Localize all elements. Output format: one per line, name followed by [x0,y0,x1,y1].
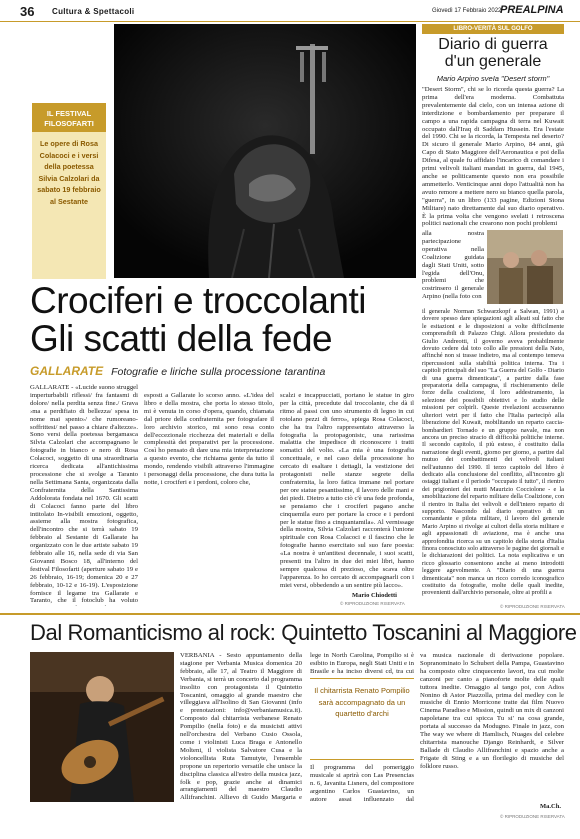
generals-photo [487,230,563,304]
page-number: 36 [20,4,35,19]
bottom-column-3: va musica nazionale di derivazione popolare. Sopranominato lo Schubert della Pampa, Guastavino ha composto oltre cinquecento lavori, tra cui molte canzoni per canto a pianoforte molte delle quali tuttora inedite. Omaggio al tango poi, con Adios Nonino di Astor Piazzolla, prima del medley con le musiche di Ennio Morricone tratte dai film Nuovo Cinema Paradiso e Mission, quindi un mix di canzoni napoletane tra cui spicca Tu si' na cosa grande, portata al successo da Modugno. Finale in jazz, con The way we where di Hamlisch, Nuages del celebre chitarrista manouche Django Reinhardt, e Silver Ballade di Claudio Allifranchini e spazio anche a Frigate di Sting e a un florilegio di musiche del folklore russo. [420,652,564,770]
festival-sidebox [32,103,106,279]
right-article-body-wrap: alla nostra partecipazione operativa nella Coalizione guidata dagli Stati Uniti, sotto l'egida dell'Onu, problemi che costrinsero il generale Arpino (nella foto con [422,230,484,301]
guitarist-photo [30,652,174,802]
section-title: Cultura & Spettacoli [52,7,135,16]
article-headline [30,282,410,358]
page-header [0,0,580,22]
masthead-logo: PREALPINA [500,4,564,16]
headline-line1: Crociferi e troccolanti [30,280,367,321]
bottom-column-2: lege in North Carolina, Pompilio si è esibito in Europa, negli Stati Uniti e in Brasile e ha inciso diversi cd, tra cui [310,652,414,675]
bottom-credit: © RIPRODUZIONE RISERVATA [500,814,565,819]
bottom-column-2b: Il programma del pomeriggio musicale si aprirà con Las Presencias n. 6, Javanita Lisners, del compositore argentino Carlos Guastavino, un autore assai influenzato dal [310,764,414,803]
sidebox-body: Le opere di Rosa Colacoci e i versi della poetessa Silvia Calzolari da sabato 19 febbraio al Sestante [37,139,101,206]
right-article-credit: © RIPRODUZIONE RISERVATA [500,604,565,609]
dateline-place: GALLARATE [30,364,104,378]
article-column-1: GALLARATE - «Lucide suono struggel imperturbabili riflessi/ fra fantasmi di dolore/ nella perdita senza fine./ Grava ›ma a perdifiato di bellezza/ spesa in nome mai spento›/ che rumoreano- soffrittesi/ nel passo a chiare d'altezze». Sono versi della poetessa bergamasca Silvia Calzolari che accompagnano le fotografie in bianco e nero di Rosa Colacoci, soggetto di una straordinaria ricerca dedicata all'antichissima processione che si svolge a Taranto nella Settimana Santa, organizzata dalla Confraternita della Santissima Addolorata fondata nel 1670. Gli scatti di Colacoci fanno parte del libro intitolato In-visibili emozioni, oggetto, assieme alla mostra fotografica, dell'incontro che si terrà sabato 19 febbraio al Sestante di Gallarate ha organizzato con le due artiste sabato 19 febbraio alle 16, nella sede di via San Giovanni Bosco 18, all'interno del festival Filosofarti (aperture sabato 19 e 26 febbraio, 16-19; domenica 20 e 27 febbraio, 10-12 e 16-19). L'esposizione fornisce il legame tra Gallarate e Taranto, che il fotoclub ha voluto [30,384,138,605]
article-credit: © RIPRODUZIONE RISERVATA [340,601,405,606]
article-signature: Mario Chiodetti [352,592,397,599]
bottom-signature: Ma.Ch. [540,803,561,810]
headline-line2: Gli scatti della fede [30,318,333,359]
article-column-2: esposti a Gallarate lo scorso anno. «L'idea del libro e della mostra, che porta lo stesso titolo, mi è venuta in corso d'opera, quando, chiamata dal priore della confraternita per fotografare il loro archivio storico, mi sono resa conto dell'eccezionale ricchezza dei materiali e della complessità dei preparativi per la processione. Così ho pensato di dare una mia interpretazione a questo evento, che richiama gente da tutto il mondo, rendendo visibili attraverso l'immagine i personaggi della processione, che dura tutta la notte, i crociferi e i perdoni, coloro che, [144,392,274,486]
right-article-kicker: LIBRO-VERITÀ SUL GOLFO [422,24,564,34]
bottom-article-headline: Dal Romanticismo al rock: Quintetto Toscanini al Maggiore [30,620,577,645]
right-article-body-top: "Desert Storm", chi se lo ricorda questa guerra? La prima dell'era moderna. Combattuta prevalentemente dal cielo, con un intensa azione di interdizione e bombardamento per preparare il campo a una rapida campagna di terra nel Kuwait occupato dall'Iraq di Saddam Hussein. Era l'estate del 1990. Chi se la ricorda, la Tempesta nel deserto? Di sicuro il generale Mario Arpino, 84 anni, già Capo di Stato Maggiore dell'Aeronautica e poi della Difesa, al quale fu affidato l'incarico di comandare i primi velivoli italiani mandati in guerra, dal 1945, anche se politicamente questo non era possibile ammetterlo. Venticinque anni dopo l'attualità non ha avuto remore a mettere nero su bianco quella parola, "guerra", in un libro (133 pagine, Edizioni Stona Militare) nato direttamente dal suo diario operativo. È la prima volta che vengono svelati i retroscena politici nazionali che crearono non pochi problemi [422,86,564,228]
article-column-3: scalzi e incappucciati, portano le statue in giro per la città, precedute dal troccolante, che dà il ritmo al passi con uno strumento di legno in cui rotolano pezzi di ferro», spiega Rosa Colacoci, che ha tra l'altro rappresentato attraverso la fotografia la protopagonistc, una rarissima malattia che impedisce di riconoscere i tratti somatici del volto. «La mia è una fotografia concettuale, e nel caso della processione ho cercato di esaltare i dettagli, la vestizione dei protagonisti nelle stanze segrete della confraternita, la loro fatica immane nel portare per ore statue pesantissime, il lavoro delle mani e dei piedi. Dietro a tutto ciò c'è una fede profonda, se pensiamo che i crociferi pagano anche cinquemila euro per portare la croce e i perdoni per le statue fino a cinquantamila». Al vernissage della mostra, Silvia Calzolari racconterà l'unione spirituale con Rosa Colacoci e il fascino che le fotografie hanno esercitato sul suo fare poesia: «La nostra è un'antitesi decennale, i suoi scatti, presenti tra l'altro in due dei miei libri, hanno sempre qualcosa di prezioso, che scava oltre l'apparenza. Io ho cercato di accompagnarli con i miei versi, obbedendo a un sentire più lacco». [280,392,414,589]
right-article-deck: Mario Arpino sveIa "Desert storm" [436,74,550,83]
article-deck: Fotografie e liriche sulla processione tarantina [111,366,326,378]
article-subhead [30,362,416,380]
issue-date: Giovedì 17 Febbraio 2022 [432,8,502,14]
right-article-title: Diario di guerra d'un generale [438,36,548,70]
generals-image [487,230,563,304]
guitarist-image [30,652,174,802]
bottom-pullquote: Il chitarrista Renato Pompilio sarà accompagnato da un quartetto d'archi [310,678,414,760]
sidebox-kicker: IL FESTIVAL FILOSOFARTI [32,106,106,132]
hooded-figure-image [114,24,416,278]
section-divider [0,613,580,615]
right-article-body-bottom: il generale Norman Schwarzkopf a Salwan, 1991) a dovere spesso dare spiegazioni agli alleati sul fatto che le esitazioni e le disposizioni a volte difficilmente comprensibili di Palazzo Chigi. Allora presieduto da Giulio Andreotti, il governo aveva probabilmente dovuto cedere dal toto collo alle pressioni della Nato, affinché non si trasse indietro, ma al contempo temeva ripercussioni sulla stabilità politica interna. Tra i capitoli principali del suo "La Guerra del Golfo - Diario di una guerra dimenticata", a partire dalla fase preparatoria della campagna, il rischieramento delle forze della coalizione, il loro addestramento, la selezione dei possibili obiettivi e lo studio delle missioni per colpirli. Queste rivelazioni accuseranno ulteriori vetri per il fatto che l'Italia partecipò alla liberazione del Kuwait, mobilitando un reparto caccia-bombardieri Tornado e un gruppo navale, ma non ancora un preciso stracio di difficoltà politiche interne. Il secondo capitolo, il più esteso, è costituito dalla narrazione degli eventi, giorno per giorno, a partire dal mutuo dei combattimenti dei velivoli italiani nell'autunno del 1990. Il terzo capitolo del libro è dedicato alla conclusione del conflitto, all'incontro gli ostaggi italiani e il periodo "occupato il tutto", il rientro dei prigionieri dei mutti Maurizio Cocciolone - e la smobilitazione del reparto militare della Coalizione, con il rientro in Italia dei velivoli e dell'intero reparto di supporto. Nascondo dal diario operativo di un comandante e pilota militare, il lavoro del generale Mario Arpino si rivolge ai cultori della storia militare e agli appassionati di aviazione, ma è anche una approfondita ricerca su un capitolo della storia d'Italia finora conosciuto solo attraverso le pagine dei giornali e le dichiarazioni dei politici. La nota esplicativa e un ricco glossario consentono anche ai meno introdotti leggere agevolmente. A "Diario di una guerra dimenticata" non manca un ricco corredo iconografico costituito da fotografie, molte delle quali inedite, provenienti dall'archivio personale, oltre ai profili a [422,308,564,597]
procession-photo [114,24,416,278]
bottom-column-1: VERBANIA - Sesto appuntamento della stagione per Verbania Musica domenica 20 febbraio, alle 17, al Teatro il Maggiore di Verbania, si terrà un concerto dal programma insolito con protagonista il Quintetto Toscanini, omaggio al grande maestro che villeggiava all'Isolino di San Giovanni (info e prenotazioni: info@verbaniamusica.it). Composto dal chitarrista verbanese Renato Pompilio (nella foto) e da musicisti attivi nell'orchestra del Verbano Cusio Ossola, come i violinisti Luca Braga e Antonello Molteni, il violista Salvatore Cusa e la violoncellista Ruta Tamutyte, l'ensemble propone un repertorio versatile che unisce la disciplina classica all'estro della musica jazz, folk e pop, grazie anche ai dinamici arrangiamenti del maestro Claudio Allifranchini. Allievo di Guido Margaria e [180,652,302,802]
